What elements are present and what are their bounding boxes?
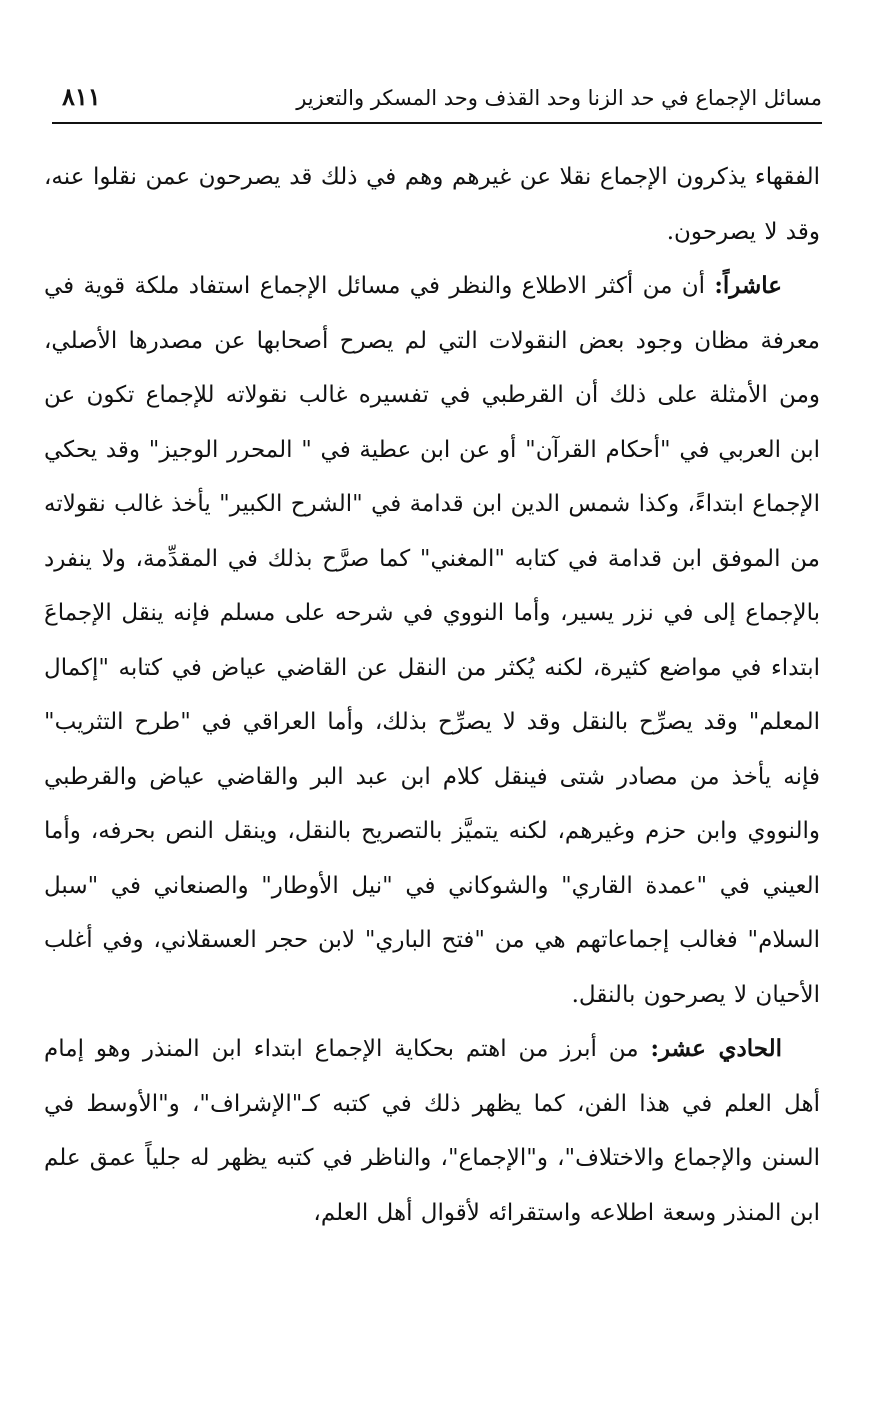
paragraph-lead: الحادي عشر: — [650, 1035, 782, 1062]
paragraph-eleventh-point — [44, 1022, 820, 1240]
paragraph-continuation — [44, 150, 820, 259]
header-rule — [52, 122, 822, 124]
paragraph-text: أن من أكثر الاطلاع والنظر في مسائل الإجماع استفاد ملكة قوية في معرفة مظان وجود بعض النقولات التي لم يصرح أصحابها عن مصدرها الأصلي، ومن الأمثلة على ذلك أن القرطبي في تفسيره غالب نقولاته للإجماع تكون عن ابن العربي في "أحكام القرآن" أو عن ابن عطية في " المحرر الوجيز" وقد يحكي الإجماع ابتداءً، وكذا شمس الدين ابن قدامة في "الشرح الكبير" يأخذ غالب نقولاته من الموفق ابن قدامة في كتابه "المغني" كما صرَّح بذلك في المقدِّمة، ولا ينفرد بالإجماع إلى في نزر يسير، وأما النووي في شرحه على مسلم فإنه ينقل الإجماعَ ابتداء في مواضع كثيرة، لكنه يُكثر من النقل عن القاضي عياض في كتابه "إكمال المعلم" وقد يصرِّح بالنقل وقد لا يصرِّح بذلك، وأما العراقي في "طرح التثريب" فإنه يأخذ من مصادر شتى فينقل كلام ابن عبد البر والقاضي عياض والقرطبي والنووي وابن حزم وغيرهم، لكنه يتميَّز بالتصريح بالنقل، وينقل النص بحرفه، وأما العيني في "عمدة القاري" والشوكاني في "نيل الأوطار" والصنعاني في "سبل السلام" فغالب إجماعاتهم هي من "فتح الباري" لابن حجر العسقلاني، وفي أغلب الأحيان لا يصرحون بالنقل. — [44, 273, 820, 1008]
running-head — [52, 78, 822, 120]
paragraph-text: من أبرز من اهتم بحكاية الإجماع ابتداء ابن المنذر وهو إمام أهل العلم في هذا الفن، كما يظهر ذلك في كتبه كـ"الإشراف"، و"الأوسط في السنن والإجماع والاختلاف"، و"الإجماع"، والناظر في كتبه يظهر له جلياً عمق علم ابن المنذر وسعة اطلاعه واستقرائه لأقوال أهل العلم، — [44, 1036, 820, 1226]
page-number: ٨١١ — [62, 82, 101, 111]
paragraph-text: الفقهاء يذكرون الإجماع نقلا عن غيرهم وهم في ذلك قد يصرحون عمن نقلوا عنه، وقد لا يصرحون. — [44, 164, 820, 245]
paragraph-tenth-point — [44, 259, 820, 1022]
running-title: مسائل الإجماع في حد الزنا وحد القذف وحد المسكر والتعزير — [296, 86, 822, 110]
paragraph-lead: عاشراً: — [714, 272, 782, 299]
body-text — [44, 150, 820, 1240]
